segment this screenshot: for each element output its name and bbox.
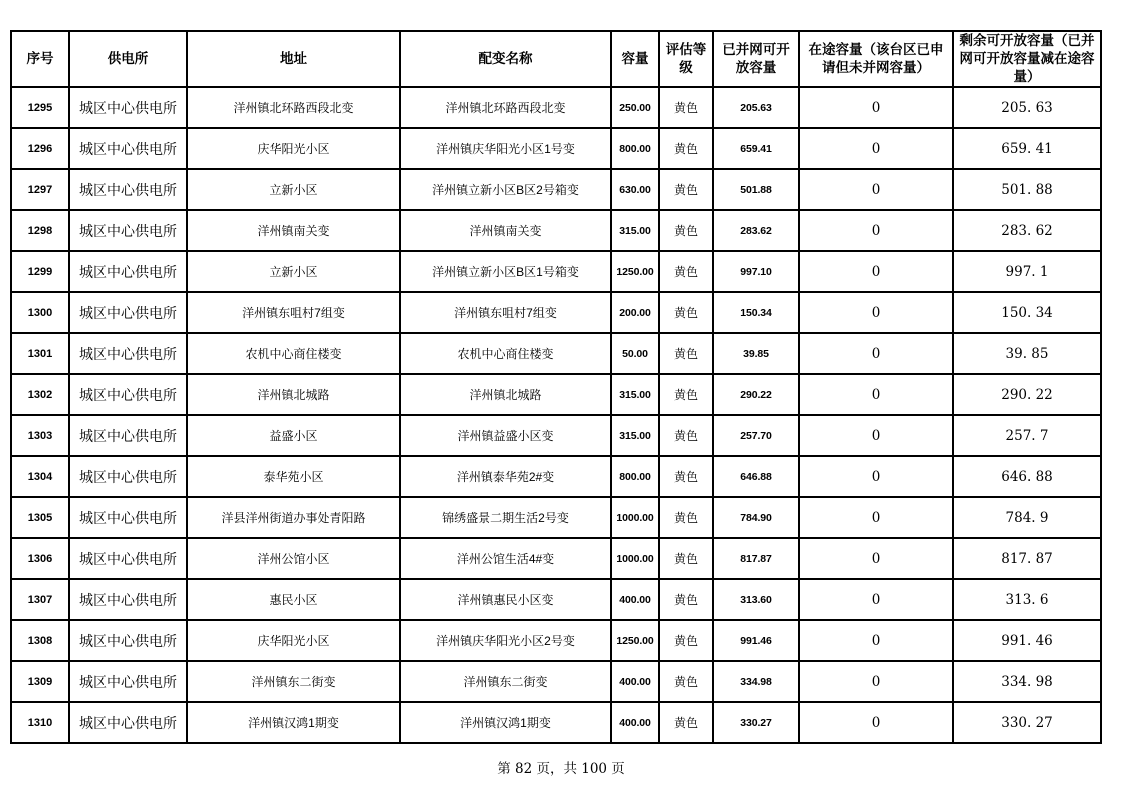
cell-grade: 黄色 xyxy=(659,456,713,497)
cell-grade: 黄色 xyxy=(659,374,713,415)
cell-station: 城区中心供电所 xyxy=(69,251,187,292)
cell-address: 庆华阳光小区 xyxy=(187,620,400,661)
cell-transformer: 洋州镇立新小区B区1号箱变 xyxy=(400,251,611,292)
table-row xyxy=(11,415,1101,456)
cell-capacity: 1000.00 xyxy=(611,538,659,579)
cell-capacity: 200.00 xyxy=(611,292,659,333)
cell-address: 洋州公馆小区 xyxy=(187,538,400,579)
cell-capacity: 315.00 xyxy=(611,374,659,415)
cell-grade: 黄色 xyxy=(659,169,713,210)
table-sheet xyxy=(10,30,1102,744)
cell-transformer: 洋州镇泰华苑2#变 xyxy=(400,456,611,497)
cell-in_transit: 0 xyxy=(799,169,953,210)
column-header-grid_open: 已并网可开放容量 xyxy=(713,31,799,87)
cell-grade: 黄色 xyxy=(659,87,713,128)
cell-address: 洋州镇汉鸿1期变 xyxy=(187,702,400,743)
table-row xyxy=(11,579,1101,620)
cell-transformer: 洋州镇汉鸿1期变 xyxy=(400,702,611,743)
cell-address: 惠民小区 xyxy=(187,579,400,620)
table-row xyxy=(11,702,1101,743)
cell-grid_open: 501.88 xyxy=(713,169,799,210)
column-header-transformer: 配变名称 xyxy=(400,31,611,87)
cell-address: 立新小区 xyxy=(187,169,400,210)
cell-remaining: 205. 63 xyxy=(953,87,1101,128)
cell-grid_open: 313.60 xyxy=(713,579,799,620)
cell-grade: 黄色 xyxy=(659,292,713,333)
cell-capacity: 400.00 xyxy=(611,579,659,620)
cell-grid_open: 283.62 xyxy=(713,210,799,251)
cell-index: 1303 xyxy=(11,415,69,456)
cell-transformer: 洋州镇庆华阳光小区2号变 xyxy=(400,620,611,661)
cell-remaining: 150. 34 xyxy=(953,292,1101,333)
cell-address: 洋县洋州街道办事处青阳路 xyxy=(187,497,400,538)
cell-remaining: 313. 6 xyxy=(953,579,1101,620)
cell-address: 泰华苑小区 xyxy=(187,456,400,497)
header-row xyxy=(11,31,1101,87)
cell-remaining: 257. 7 xyxy=(953,415,1101,456)
cell-station: 城区中心供电所 xyxy=(69,702,187,743)
cell-transformer: 洋州镇益盛小区变 xyxy=(400,415,611,456)
cell-grid_open: 817.87 xyxy=(713,538,799,579)
cell-grid_open: 257.70 xyxy=(713,415,799,456)
cell-capacity: 50.00 xyxy=(611,333,659,374)
cell-index: 1306 xyxy=(11,538,69,579)
cell-remaining: 290. 22 xyxy=(953,374,1101,415)
cell-index: 1297 xyxy=(11,169,69,210)
cell-capacity: 315.00 xyxy=(611,210,659,251)
cell-transformer: 洋州镇东咀村7组变 xyxy=(400,292,611,333)
table-row xyxy=(11,87,1101,128)
cell-address: 洋州镇北城路 xyxy=(187,374,400,415)
cell-station: 城区中心供电所 xyxy=(69,538,187,579)
cell-transformer: 洋州镇东二街变 xyxy=(400,661,611,702)
cell-grid_open: 646.88 xyxy=(713,456,799,497)
cell-transformer: 洋州镇北城路 xyxy=(400,374,611,415)
cell-station: 城区中心供电所 xyxy=(69,333,187,374)
cell-capacity: 630.00 xyxy=(611,169,659,210)
cell-capacity: 315.00 xyxy=(611,415,659,456)
cell-transformer: 锦绣盛景二期生活2号变 xyxy=(400,497,611,538)
column-header-grade: 评估等级 xyxy=(659,31,713,87)
column-header-in_transit: 在途容量（该台区已申请但未并网容量） xyxy=(799,31,953,87)
cell-address: 农机中心商住楼变 xyxy=(187,333,400,374)
cell-remaining: 283. 62 xyxy=(953,210,1101,251)
cell-in_transit: 0 xyxy=(799,128,953,169)
cell-transformer: 洋州镇北环路西段北变 xyxy=(400,87,611,128)
cell-index: 1305 xyxy=(11,497,69,538)
cell-station: 城区中心供电所 xyxy=(69,415,187,456)
column-header-remaining: 剩余可开放容量（已并网可开放容量减在途容量） xyxy=(953,31,1101,87)
cell-transformer: 洋州镇惠民小区变 xyxy=(400,579,611,620)
cell-index: 1304 xyxy=(11,456,69,497)
cell-index: 1298 xyxy=(11,210,69,251)
cell-in_transit: 0 xyxy=(799,456,953,497)
table-row xyxy=(11,456,1101,497)
table-row xyxy=(11,169,1101,210)
cell-index: 1296 xyxy=(11,128,69,169)
capacity-table xyxy=(10,30,1102,744)
cell-grade: 黄色 xyxy=(659,333,713,374)
cell-station: 城区中心供电所 xyxy=(69,128,187,169)
table-row xyxy=(11,251,1101,292)
cell-grid_open: 997.10 xyxy=(713,251,799,292)
cell-transformer: 洋州公馆生活4#变 xyxy=(400,538,611,579)
table-body xyxy=(11,87,1101,743)
table-row xyxy=(11,538,1101,579)
cell-station: 城区中心供电所 xyxy=(69,456,187,497)
cell-remaining: 997. 1 xyxy=(953,251,1101,292)
cell-station: 城区中心供电所 xyxy=(69,87,187,128)
cell-grade: 黄色 xyxy=(659,210,713,251)
cell-in_transit: 0 xyxy=(799,497,953,538)
cell-remaining: 784. 9 xyxy=(953,497,1101,538)
cell-capacity: 400.00 xyxy=(611,661,659,702)
cell-address: 立新小区 xyxy=(187,251,400,292)
cell-grade: 黄色 xyxy=(659,415,713,456)
cell-grade: 黄色 xyxy=(659,661,713,702)
cell-grid_open: 150.34 xyxy=(713,292,799,333)
cell-grid_open: 290.22 xyxy=(713,374,799,415)
cell-grade: 黄色 xyxy=(659,538,713,579)
cell-grid_open: 659.41 xyxy=(713,128,799,169)
cell-in_transit: 0 xyxy=(799,702,953,743)
cell-remaining: 39. 85 xyxy=(953,333,1101,374)
cell-index: 1310 xyxy=(11,702,69,743)
cell-station: 城区中心供电所 xyxy=(69,292,187,333)
cell-grade: 黄色 xyxy=(659,251,713,292)
cell-grade: 黄色 xyxy=(659,620,713,661)
table-row xyxy=(11,661,1101,702)
cell-index: 1299 xyxy=(11,251,69,292)
cell-in_transit: 0 xyxy=(799,538,953,579)
cell-transformer: 农机中心商住楼变 xyxy=(400,333,611,374)
cell-grade: 黄色 xyxy=(659,579,713,620)
cell-in_transit: 0 xyxy=(799,251,953,292)
cell-index: 1302 xyxy=(11,374,69,415)
table-row xyxy=(11,620,1101,661)
cell-address: 洋州镇东咀村7组变 xyxy=(187,292,400,333)
cell-in_transit: 0 xyxy=(799,661,953,702)
cell-in_transit: 0 xyxy=(799,620,953,661)
cell-capacity: 800.00 xyxy=(611,128,659,169)
cell-grid_open: 330.27 xyxy=(713,702,799,743)
cell-remaining: 991. 46 xyxy=(953,620,1101,661)
cell-in_transit: 0 xyxy=(799,292,953,333)
cell-remaining: 659. 41 xyxy=(953,128,1101,169)
cell-index: 1300 xyxy=(11,292,69,333)
cell-capacity: 1250.00 xyxy=(611,620,659,661)
cell-grid_open: 205.63 xyxy=(713,87,799,128)
cell-index: 1301 xyxy=(11,333,69,374)
page-number-footer: 第 82 页，共 100 页 xyxy=(497,761,625,777)
table-row xyxy=(11,292,1101,333)
cell-index: 1308 xyxy=(11,620,69,661)
table-row xyxy=(11,374,1101,415)
cell-remaining: 817. 87 xyxy=(953,538,1101,579)
cell-remaining: 334. 98 xyxy=(953,661,1101,702)
cell-address: 益盛小区 xyxy=(187,415,400,456)
cell-grade: 黄色 xyxy=(659,702,713,743)
cell-capacity: 800.00 xyxy=(611,456,659,497)
column-header-address: 地址 xyxy=(187,31,400,87)
cell-grid_open: 39.85 xyxy=(713,333,799,374)
cell-remaining: 501. 88 xyxy=(953,169,1101,210)
cell-address: 洋州镇北环路西段北变 xyxy=(187,87,400,128)
cell-station: 城区中心供电所 xyxy=(69,579,187,620)
cell-in_transit: 0 xyxy=(799,210,953,251)
cell-capacity: 400.00 xyxy=(611,702,659,743)
cell-address: 洋州镇南关变 xyxy=(187,210,400,251)
cell-in_transit: 0 xyxy=(799,333,953,374)
cell-in_transit: 0 xyxy=(799,579,953,620)
cell-station: 城区中心供电所 xyxy=(69,374,187,415)
cell-station: 城区中心供电所 xyxy=(69,497,187,538)
cell-capacity: 250.00 xyxy=(611,87,659,128)
column-header-station: 供电所 xyxy=(69,31,187,87)
cell-transformer: 洋州镇庆华阳光小区1号变 xyxy=(400,128,611,169)
cell-grade: 黄色 xyxy=(659,128,713,169)
cell-address: 庆华阳光小区 xyxy=(187,128,400,169)
cell-grid_open: 784.90 xyxy=(713,497,799,538)
column-header-index: 序号 xyxy=(11,31,69,87)
cell-grid_open: 991.46 xyxy=(713,620,799,661)
table-row xyxy=(11,497,1101,538)
cell-address: 洋州镇东二街变 xyxy=(187,661,400,702)
cell-grade: 黄色 xyxy=(659,497,713,538)
cell-grid_open: 334.98 xyxy=(713,661,799,702)
cell-in_transit: 0 xyxy=(799,374,953,415)
cell-transformer: 洋州镇南关变 xyxy=(400,210,611,251)
table-row xyxy=(11,210,1101,251)
table-header xyxy=(11,31,1101,87)
column-header-capacity: 容量 xyxy=(611,31,659,87)
cell-index: 1295 xyxy=(11,87,69,128)
cell-station: 城区中心供电所 xyxy=(69,620,187,661)
cell-index: 1307 xyxy=(11,579,69,620)
cell-transformer: 洋州镇立新小区B区2号箱变 xyxy=(400,169,611,210)
cell-in_transit: 0 xyxy=(799,415,953,456)
cell-station: 城区中心供电所 xyxy=(69,661,187,702)
cell-remaining: 330. 27 xyxy=(953,702,1101,743)
cell-remaining: 646. 88 xyxy=(953,456,1101,497)
table-row xyxy=(11,333,1101,374)
cell-index: 1309 xyxy=(11,661,69,702)
cell-station: 城区中心供电所 xyxy=(69,169,187,210)
cell-capacity: 1250.00 xyxy=(611,251,659,292)
cell-in_transit: 0 xyxy=(799,87,953,128)
cell-capacity: 1000.00 xyxy=(611,497,659,538)
table-row xyxy=(11,128,1101,169)
cell-station: 城区中心供电所 xyxy=(69,210,187,251)
